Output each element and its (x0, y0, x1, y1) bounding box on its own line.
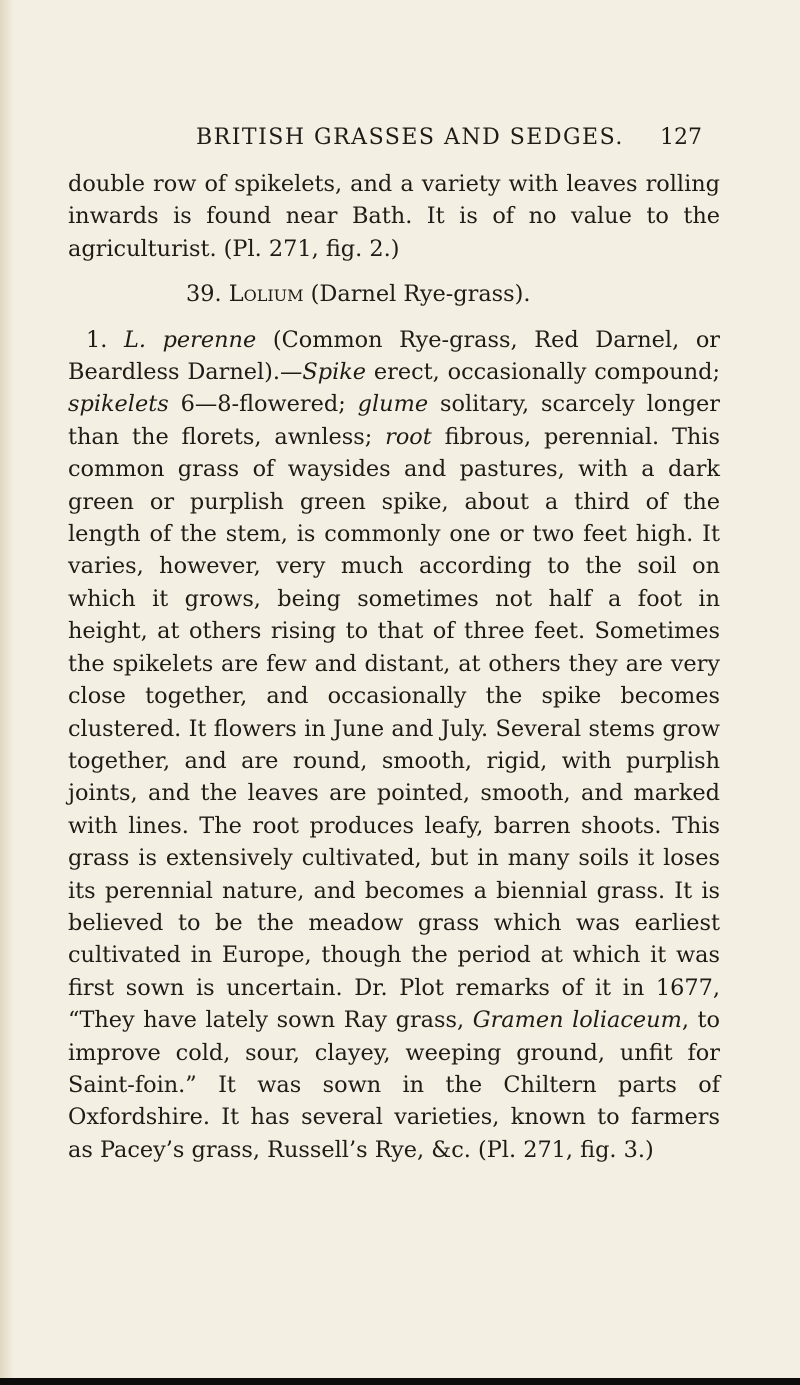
species-name: L. perenne (124, 326, 257, 353)
root-text: fibrous, perennial. This common grass of waysides and pastures, with a dark green or purplish green spike, about a third of the length of the stem, is commonly one or two feet high. It varies, however, very much according to the soil on which it grows, being sometimes not half a foot in height, at others rising to that of three feet. Sometimes the spikelets are few and distant, at others they are very close together, and occasionally the spike becomes clustered. It flowers in June and July. Several stems grow together, and are round, smooth, rigid, with purplish joints, and the leaves are pointed, smooth, and marked with lines. The root produces leafy, barren shoots. This grass is extensively cultivated, but in many soils it loses its perennial nature, and becomes a biennial grass. It is believed to be the meadow grass which was earliest cultivated in Europe, though the period at which it was first sown is uncertain. Dr. Plot remarks of it in 1677, “They have lately sown Ray grass, (68, 423, 720, 1034)
species-synonyms: (Common Rye-grass, Red Darnel, or Beardless Darnel).— (68, 326, 721, 386)
gramen-label: Gramen loliaceum (472, 1007, 682, 1034)
genus-name: Lolium (228, 281, 304, 308)
section-heading (68, 278, 720, 310)
section-number: 39. (186, 281, 222, 308)
spikelets-label: spikelets (68, 391, 169, 418)
page-number: 127 (660, 125, 702, 150)
genus-common-name: (Darnel Rye-grass). (310, 281, 531, 308)
glume-text: solitary, scarcely longer than the florets, awnless; (68, 391, 720, 450)
species-number: 1. (86, 326, 108, 353)
closing-text: , to improve cold, sour, clayey, weeping ground, unfit for Saint-foin.” It was sown in the Chiltern parts of Oxfordshire. It has several varieties, known to farmers as Pacey’s grass, Russell’s Rye, &c. (Pl. 271, fig. 3.) (68, 1007, 720, 1163)
running-title: BRITISH GRASSES AND SEDGES. (196, 125, 624, 150)
spikelets-text: 6—8-flowered; (168, 391, 358, 418)
body-text (68, 168, 720, 1166)
spike-text: erect, occasionally compound; (366, 359, 720, 386)
glume-label: glume (357, 391, 429, 418)
running-head (0, 118, 800, 158)
bottom-rule (0, 1378, 800, 1385)
species-paragraph (68, 324, 720, 1167)
spike-label: Spike (302, 359, 367, 386)
root-label: root (385, 423, 432, 450)
continuation-paragraph: double row of spikelets, and a variety with leaves rolling inwards is found near Bath. It is of no value to the agriculturist. (Pl. 271, fig. 2.) (68, 171, 720, 262)
page-edge-shadow (0, 0, 14, 1385)
